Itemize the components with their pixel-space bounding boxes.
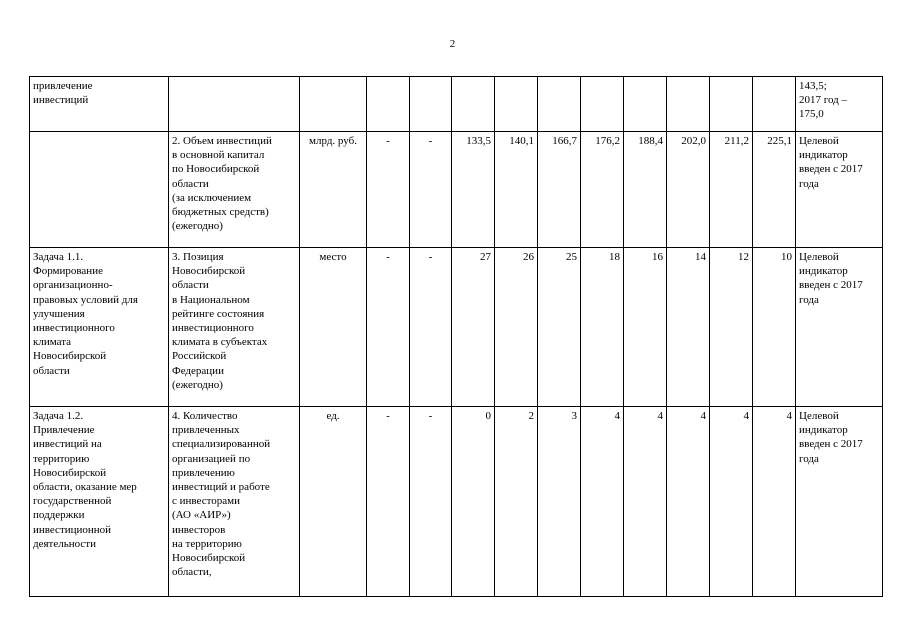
value-cell: 25	[538, 248, 581, 407]
value-cell: -	[367, 248, 410, 407]
value-cell: 14	[667, 248, 710, 407]
indicators-table	[29, 76, 883, 597]
note-cell: 143,5; 2017 год – 175,0	[796, 77, 883, 132]
value-cell: 10	[753, 248, 796, 407]
value-cell: 133,5	[452, 132, 495, 248]
unit-cell: место	[300, 248, 367, 407]
task-cell: Задача 1.1. Формирование организационно- правовых условий для улучшения инвестиционного климата Новосибирской области	[30, 248, 169, 407]
value-cell: 4	[710, 407, 753, 597]
note-cell: Целевой индикатор введен с 2017 года	[796, 407, 883, 597]
value-cell: 2	[495, 407, 538, 597]
note-cell: Целевой индикатор введен с 2017 года	[796, 248, 883, 407]
value-cell	[495, 77, 538, 132]
value-cell: -	[410, 132, 452, 248]
value-cell	[410, 77, 452, 132]
indicator-cell: 3. Позиция Новосибирской области в Национальном рейтинге состояния инвестиционного климата в субъектах Российской Федерации (ежегодно)	[169, 248, 300, 407]
value-cell: 188,4	[624, 132, 667, 248]
value-cell: -	[410, 407, 452, 597]
unit-cell	[300, 77, 367, 132]
unit-cell: ед.	[300, 407, 367, 597]
value-cell	[538, 77, 581, 132]
indicator-cell: 4. Количество привлеченных специализированной организацией по привлечению инвестиций и работе с инвесторами (АО «АИР») инвесторов на территорию Новосибирской области,	[169, 407, 300, 597]
note-cell: Целевой индикатор введен с 2017 года	[796, 132, 883, 248]
value-cell: -	[367, 407, 410, 597]
value-cell: 12	[710, 248, 753, 407]
indicator-cell	[169, 77, 300, 132]
value-cell: 211,2	[710, 132, 753, 248]
table-row	[30, 407, 883, 597]
value-cell: 4	[624, 407, 667, 597]
task-cell	[30, 132, 169, 248]
unit-cell: млрд. руб.	[300, 132, 367, 248]
value-cell: 225,1	[753, 132, 796, 248]
value-cell: 0	[452, 407, 495, 597]
task-cell: Задача 1.2. Привлечение инвестиций на территорию Новосибирской области, оказание мер государственной поддержки инвестиционной деятельности	[30, 407, 169, 597]
value-cell	[624, 77, 667, 132]
table-row	[30, 77, 883, 132]
value-cell: 202,0	[667, 132, 710, 248]
table-row	[30, 132, 883, 248]
value-cell: -	[410, 248, 452, 407]
value-cell: 16	[624, 248, 667, 407]
value-cell: -	[367, 132, 410, 248]
value-cell: 140,1	[495, 132, 538, 248]
page-number: 2	[449, 38, 456, 50]
value-cell	[753, 77, 796, 132]
value-cell: 27	[452, 248, 495, 407]
value-cell: 4	[753, 407, 796, 597]
value-cell: 176,2	[581, 132, 624, 248]
value-cell	[710, 77, 753, 132]
value-cell	[452, 77, 495, 132]
task-cell: привлечение инвестиций	[30, 77, 169, 132]
value-cell: 18	[581, 248, 624, 407]
value-cell: 4	[667, 407, 710, 597]
value-cell: 3	[538, 407, 581, 597]
value-cell	[667, 77, 710, 132]
value-cell: 166,7	[538, 132, 581, 248]
table-row	[30, 248, 883, 407]
value-cell	[367, 77, 410, 132]
value-cell	[581, 77, 624, 132]
value-cell: 4	[581, 407, 624, 597]
indicator-cell: 2. Объем инвестиций в основной капитал по Новосибирской области (за исключением бюджетных средств) (ежегодно)	[169, 132, 300, 248]
value-cell: 26	[495, 248, 538, 407]
